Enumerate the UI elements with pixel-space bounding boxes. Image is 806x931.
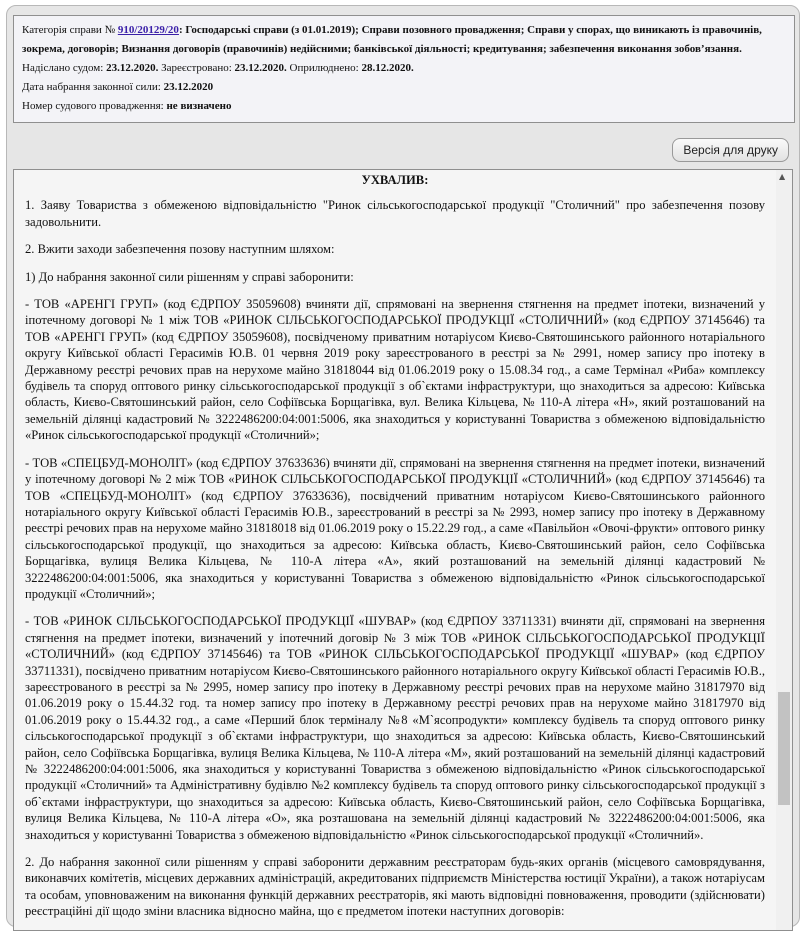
category-text: : Господарські справи (з 01.01.2019); Справи позовного провадження; Справи у спорах, що виникають із правочинів, зокрема, договорів; Визнання договорів (правочинів) недійсними; банківської діяльності; кредитування; забезпечення виконання зобов’язання. [22, 24, 762, 55]
scroll-up-arrow-icon[interactable]: ▲ [779, 172, 786, 181]
case-category [22, 21, 786, 59]
case-number-link[interactable]: 910/20129/20 [117, 24, 179, 36]
sent-date: 23.12.2020. [106, 62, 159, 74]
paragraph: 2. Вжити заходи забезпечення позову наступним шляхом: [25, 242, 335, 257]
vertical-scrollbar[interactable] [776, 170, 792, 930]
paragraph: 1) До набрання законної сили рішенням у справі заборонити: [25, 269, 354, 284]
proceeding-value: не визначено [166, 100, 232, 112]
sent-label: Надіслано судом: [22, 62, 104, 74]
effective-date: 23.12.2020 [163, 81, 214, 93]
document-heading: УХВАЛИВ: [361, 173, 429, 187]
scrollbar-thumb[interactable] [778, 692, 790, 805]
published-date: 28.12.2020. [361, 62, 414, 74]
effective-date-row [22, 78, 786, 97]
published-label: Оприлюднено: [289, 62, 359, 74]
document-viewer [13, 169, 793, 931]
effective-label: Дата набрання законної сили: [22, 81, 161, 93]
paragraph: 2. До набрання законної сили рішенням у справі заборонити державним реєстраторам будь-яких органів (місцевого самоврядування, виконавчих комітетів, місцевих державних адміністрацій, акредитованих підприємств Міністерства юстиції України), а також нотаріусам та особам, уповноваженим на виконання функцій державних реєстраторів, які мають відповідні повноваження, проводити (здійснювати) реєстраційні дії щодо зміни власника відносно майна, що є предметом іпотеки наступних договорів: [25, 855, 765, 919]
case-dates [22, 59, 786, 78]
paragraph: - ТОВ «РИНОК СІЛЬСЬКОГОСПОДАРСЬКОЇ ПРОДУКЦІЇ «ШУВАР» (код ЄДРПОУ 33711331) вчиняти дії, спрямовані на звернення стягнення на предмет іпотеки, визначений у іпотечний договір № 3 між ТОВ «РИНОК СІЛЬСЬКОГОСПОДАРСЬКОЇ ПРОДУКЦІЇ «СТОЛИЧНИЙ» (код ЄДРПОУ 37145646) та ТОВ «РИНОК СІЛЬСЬКОГОСПОДАРСЬКОЇ ПРОДУКЦІЇ «ШУВАР» (код ЄДРПОУ 33711331), посвідчено приватним нотаріусом Києво-Святошинського районного нотаріального округу Київської області Герасимів Ю.В., зареєстрованого в реєстрі за № 2995, номер запису про іпотеку в Державному реєстрі речових прав на нерухоме майно 31817970 від 01.06.2019 року о 15.44.32 год. та номер запису про іпотеку в Державному реєстрі речових прав на нерухоме майно 31817970 від 01.06.2019 року о 15.44.32 год., а саме «Перший блок терміналу №8 «М`ясопродукти» комплексу будівель та споруд оптового ринку сільськогосподарської продукції з об`єктами інфраструктури, що знаходиться за адресою: Київська область, Києво-Святошинський район, село Софіївська Борщагівка, вулиця Велика Кільцева, № 110-А літера «М», який розташований на земельній ділянці кадастровий № 3222486200:04:001:5006, яка знаходиться у користуванні Товариства з обмеженою відповідальністю «Ринок сільськогосподарської продукції «Столичний» та Адміністративну будівлю №2 комплексу будівель та споруд оптового ринку сільськогосподарської продукції з об`єктами інфраструктури, що знаходиться за адресою: Київська область, Києво-Святошинський район, село Софіївська Борщагівка, вулиця Велика Кільцева, № 110-А літера «О», яка розташована на земельній ділянці кадастровий № 3222486200:04:001:5006, яка знаходиться у користуванні Товариства з обмеженою відповідальністю «Ринок сільськогосподарської продукції «Столичний». [25, 614, 765, 842]
document-text [14, 170, 776, 930]
proceeding-label: Номер судового провадження: [22, 100, 164, 112]
category-label: Категорія справи № [22, 24, 116, 36]
registered-label: Зареєстровано: [161, 62, 232, 74]
registered-date: 23.12.2020. [234, 62, 287, 74]
case-info-box [13, 15, 795, 123]
case-panel [6, 5, 800, 927]
print-version-button[interactable]: Версія для друку [672, 138, 789, 162]
paragraph: 1. Заяву Товариства з обмеженою відповідальністю "Ринок сільськогосподарської продукції "Столичний" про забезпечення позову задовольнити. [25, 198, 765, 229]
paragraph: - ТОВ «АРЕНГІ ГРУП» (код ЄДРПОУ 35059608) вчиняти дії, спрямовані на звернення стягнення на предмет іпотеки, визначений у іпотечному договорі № 1 між ТОВ «РИНОК СІЛЬСЬКОГОСПОДАРСЬКОЇ ПРОДУКЦІЇ «СТОЛИЧНИЙ» (код ЄДРПОУ 37145646) та ТОВ «АРЕНГІ ГРУП» (код ЄДРПОУ 35059608), посвідченому приватним нотаріусом Києво-Святошинського районного нотаріального округу Київської області Герасимів Ю.В. 01 червня 2019 року зареєстрованого в реєстрі за № 2991, номер запису про іпотеку в Державному реєстрі речових прав на нерухоме майно 31818044 від 01.06.2019 року о 15.08.34 год., а саме Термінал «Риба» комплексу будівель та споруд оптового ринку сільськогосподарської продукції з об`єктами інфраструктури, що знаходиться за адресою: Київська область, Києво-Святошинський район, село Софіївська Борщагівка, вул. Велика Кільцева, № 110-А літера «Н», який розташований на земельній ділянці кадастровий № 3222486200:04:001:5006, яка знаходиться у користуванні Товариства з обмеженою відповідальністю «Ринок сільськогосподарської продукції «Столичний»; [25, 297, 765, 443]
paragraph: - ТОВ «СПЕЦБУД-МОНОЛІТ» (код ЄДРПОУ 37633636) вчиняти дії, спрямовані на звернення стягнення на предмет іпотеки, визначений у іпотечному договорі № 2 між ТОВ «РИНОК СІЛЬСЬКОГОСПОДАРСЬКОЇ ПРОДУКЦІЇ «СТОЛИЧНИЙ» (код ЄДРПОУ 37145646) та ТОВ «СПЕЦБУД-МОНОЛІТ» (код ЄДРПОУ 37633636), посвідчений приватним нотаріусом Києво-Святошинського районного нотаріального округу Київської області Герасимів Ю.В., зареєстрований в реєстрі за № 2993, номер запису про іпотеку в Державному реєстрі речових прав на нерухоме майно 31818018 від 01.06.2019 року о 15.22.29 год., а саме «Павільйон «Овочі-фрукти» оптового ринку сільськогосподарської продукції, що знаходиться за адресою: Київська область, Києво-Святошинський район, село Софіївська Борщагівка, вулиця Велика Кільцева, № 110-А літера «А», який розташований на земельній ділянці кадастровий № 3222486200:04:001:5006, яка знаходиться у користуванні Товариства з обмеженою відповідальністю «Ринок сільськогосподарської продукції «Столичний»; [25, 455, 765, 601]
proceeding-row [22, 97, 786, 116]
